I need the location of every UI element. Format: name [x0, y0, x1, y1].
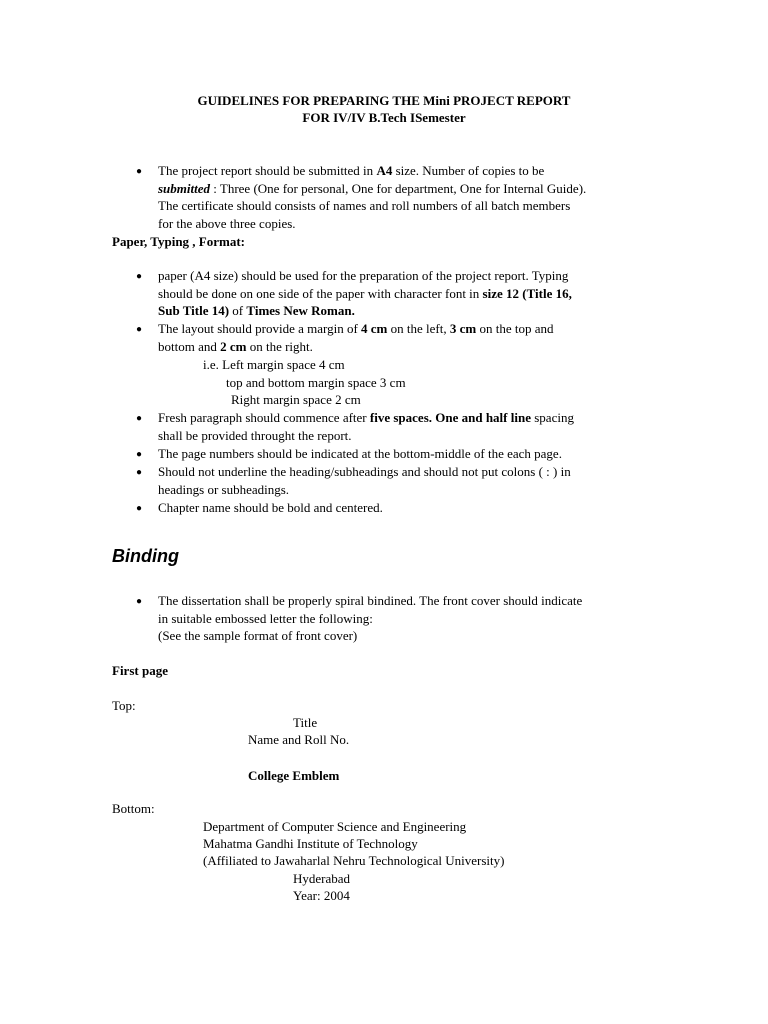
cover-year: Year: 2004 [293, 888, 350, 903]
bullet-icon: ● [136, 166, 143, 177]
margin-line: Right margin space 2 cm [231, 392, 361, 407]
text: in suitable embossed letter the following: [158, 610, 373, 626]
list-item-text: The page numbers should be indicated at the bottom-middle of the each page. [158, 446, 562, 461]
cover-name-roll: Name and Roll No. [248, 732, 350, 747]
text: headings or subheadings. [158, 481, 290, 497]
bullet-icon: ● [136, 449, 143, 460]
text: submitted [158, 180, 211, 196]
text: Times New Roman. [246, 303, 355, 318]
list-item-text [158, 592, 658, 645]
page-subtitle: FOR IV/IV B.Tech ISemester [302, 110, 466, 125]
text: five spaces. One and half line [369, 410, 531, 425]
text: The project report should be submitted in [158, 163, 377, 178]
text: The dissertation shall be properly spiral bindined. The front cover should indicate [158, 593, 583, 608]
text: The certificate should consists of names and roll numbers of all batch members [158, 198, 571, 213]
section-heading-format: Paper, Typing , Format: [112, 234, 246, 249]
section-heading-binding: Binding [112, 546, 179, 566]
text: (See the sample format of front cover) [158, 628, 358, 643]
list-item-text [158, 267, 658, 320]
bullet-icon: ● [136, 324, 143, 335]
bullet-icon: ● [136, 413, 143, 424]
text: : Three (One for personal, One for department, One for Internal Guide). [210, 180, 587, 196]
bullet-icon: ● [136, 467, 143, 478]
page-title: GUIDELINES FOR PREPARING THE Mini PROJECT REPORT [197, 93, 571, 108]
cover-emblem: College Emblem [248, 768, 340, 783]
section-heading-first-page: First page [112, 663, 168, 678]
cover-affiliation: (Affiliated to Jawaharlal Nehru Technological University) [203, 853, 505, 868]
bullet-icon: ● [136, 596, 143, 607]
text: Fresh paragraph should commence after [158, 410, 370, 425]
list-item-text: Chapter name should be bold and centered. [158, 500, 383, 515]
text: on the left, [387, 321, 450, 336]
text: should be done on one side of the paper with character font in [158, 285, 483, 301]
text: size. Number of copies to be [392, 163, 545, 178]
text: The layout should provide a margin of [158, 321, 362, 336]
text: shall be provided throught the report. [158, 427, 352, 443]
list-item-text [158, 162, 658, 232]
text: on the right. [246, 338, 313, 354]
text: 4 cm [361, 321, 388, 336]
text: bottom and [158, 338, 221, 354]
text: size 12 (Title 16, [482, 285, 572, 301]
text: Sub Title 14) [158, 303, 230, 318]
list-item-text [158, 409, 658, 444]
margin-line: i.e. Left margin space 4 cm [203, 357, 345, 372]
text: spacing [530, 410, 574, 425]
text: for the above three copies. [158, 215, 296, 231]
cover-department: Department of Computer Science and Engineering [203, 819, 467, 834]
cover-title: Title [293, 715, 318, 730]
bottom-label: Bottom: [112, 801, 155, 816]
list-item-text [158, 320, 658, 355]
cover-institute: Mahatma Gandhi Institute of Technology [203, 836, 418, 851]
text: 2 cm [220, 338, 247, 354]
text: Should not underline the heading/subheadings and should not put colons ( : ) in [158, 464, 571, 479]
bullet-icon: ● [136, 271, 143, 282]
bullet-icon: ● [136, 503, 143, 514]
text: A4 [376, 163, 393, 178]
margin-line: top and bottom margin space 3 cm [226, 375, 406, 390]
list-item-text [158, 463, 658, 498]
text: on the top and [476, 321, 554, 336]
text: 3 cm [449, 321, 477, 336]
cover-city: Hyderabad [293, 871, 351, 886]
text: of [229, 303, 247, 318]
text: paper (A4 size) should be used for the preparation of the project report. Typing [158, 268, 569, 283]
top-label: Top: [112, 698, 136, 713]
